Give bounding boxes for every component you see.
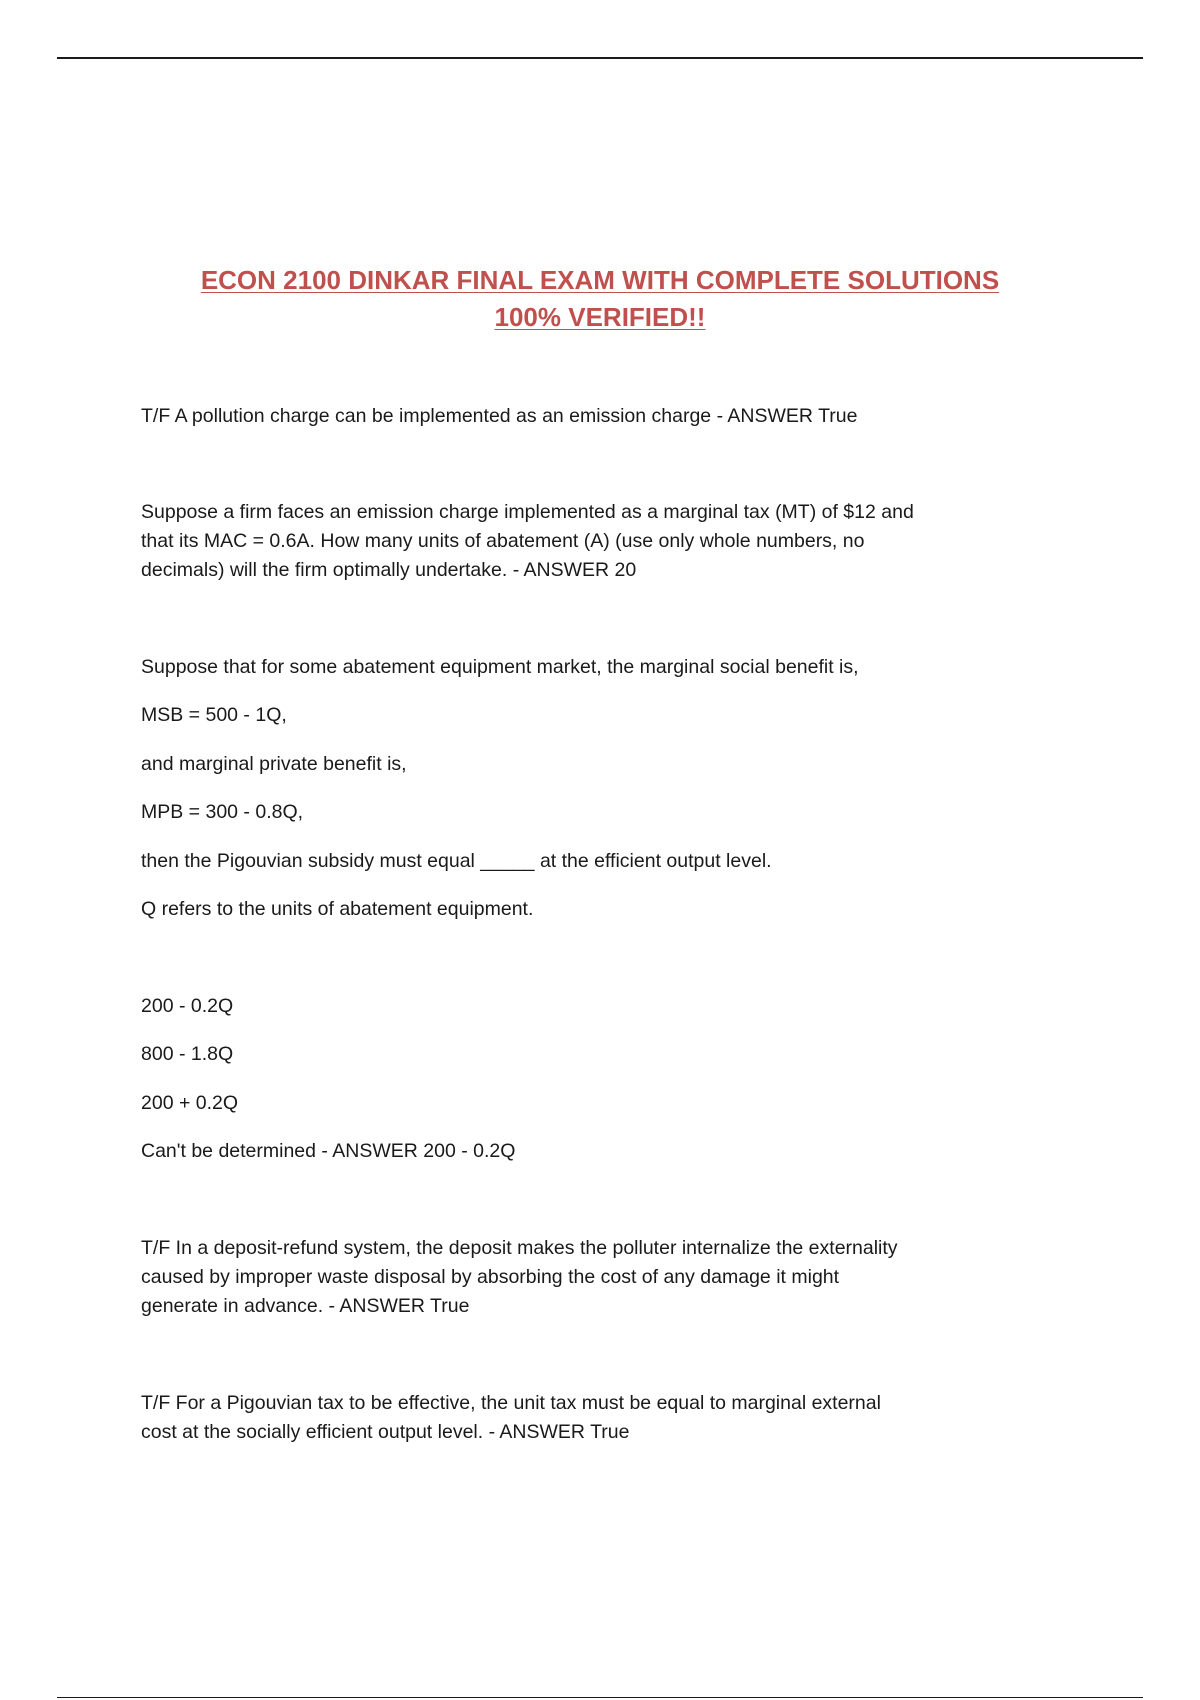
question-2	[141, 498, 1081, 585]
question-3-mpb: MPB = 300 - 0.8Q,	[141, 801, 304, 823]
question-2-line-1: Suppose a firm faces an emission charge implemented as a marginal tax (MT) of $12 and	[141, 501, 914, 523]
question-2-line-3: decimals) will the firm optimally undertake. - ANSWER 20	[141, 559, 637, 581]
question-3-option-3: 200 + 0.2Q	[141, 1092, 239, 1114]
question-4-line-1: T/F In a deposit-refund system, the deposit makes the polluter internalize the externality	[141, 1237, 898, 1259]
question-3-option-2: 800 - 1.8Q	[141, 1043, 234, 1065]
question-3-intro: Suppose that for some abatement equipment market, the marginal social benefit is,	[141, 656, 859, 678]
question-2-line-2: that its MAC = 0.6A. How many units of abatement (A) (use only whole numbers, no	[141, 530, 865, 552]
title-line-1: ECON 2100 DINKAR FINAL EXAM WITH COMPLETE SOLUTIONS	[200, 265, 1000, 295]
question-1: T/F A pollution charge can be implemented as an emission charge - ANSWER True	[141, 405, 858, 427]
question-4-line-3: generate in advance. - ANSWER True	[141, 1295, 470, 1317]
question-5-line-2: cost at the socially efficient output level. - ANSWER True	[141, 1421, 630, 1443]
question-3-option-4-answer: Can't be determined - ANSWER 200 - 0.2Q	[141, 1140, 516, 1162]
question-5	[141, 1389, 1081, 1447]
question-3-mpb-intro: and marginal private benefit is,	[141, 753, 407, 775]
question-3-option-1: 200 - 0.2Q	[141, 995, 234, 1017]
top-divider	[57, 57, 1143, 59]
question-4	[141, 1234, 1081, 1321]
question-3-msb: MSB = 500 - 1Q,	[141, 704, 287, 726]
question-3-note: Q refers to the units of abatement equipment.	[141, 898, 534, 920]
question-5-line-1: T/F For a Pigouvian tax to be effective, the unit tax must be equal to marginal external	[141, 1392, 881, 1414]
question-3-prompt: then the Pigouvian subsidy must equal _____ at the efficient output level.	[141, 850, 772, 872]
bottom-divider	[57, 1697, 1143, 1698]
title-line-2: 100% VERIFIED!!	[494, 302, 706, 332]
question-4-line-2: caused by improper waste disposal by absorbing the cost of any damage it might	[141, 1266, 840, 1288]
document-title	[0, 262, 1200, 336]
